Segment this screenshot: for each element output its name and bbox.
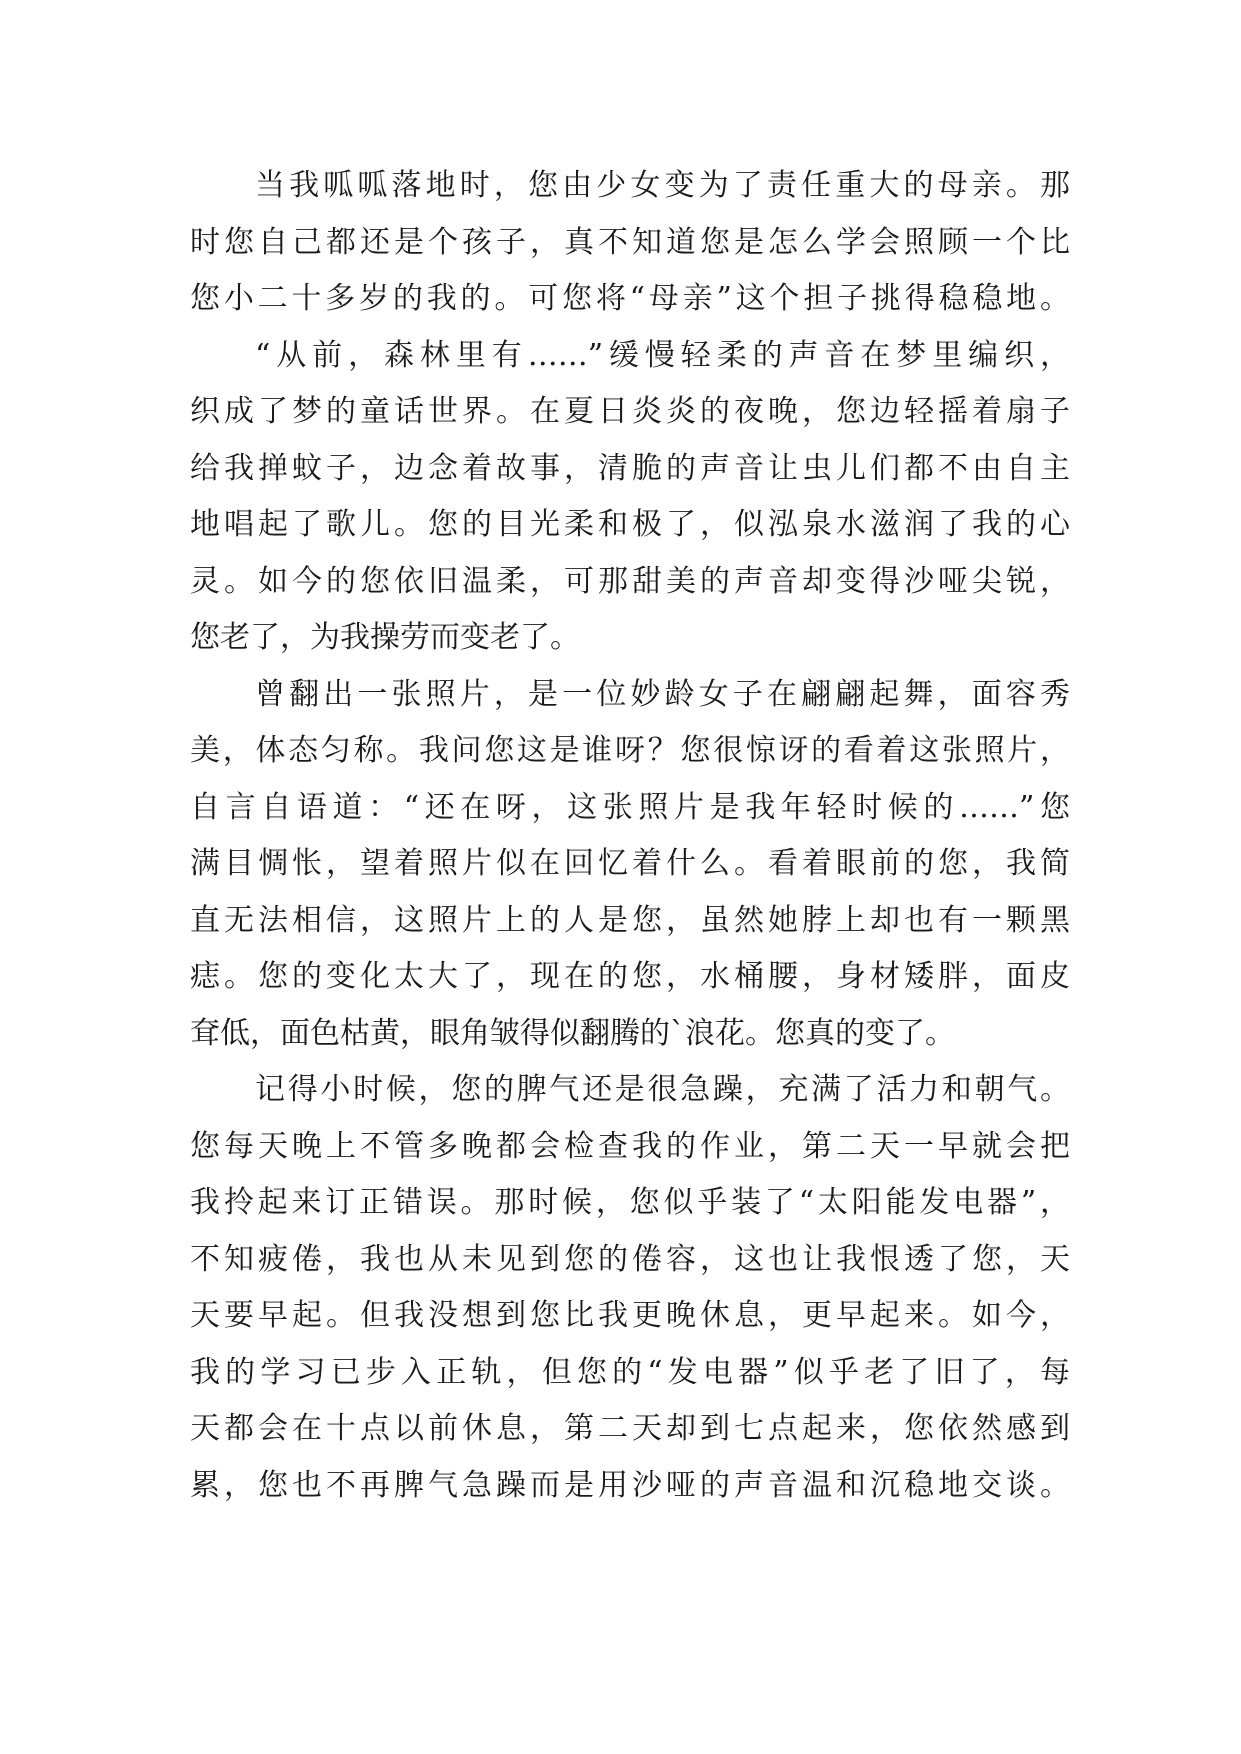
text-line: 天都会在十点以前休息，第二天却到七点起来，您依然感到: [190, 1411, 1070, 1446]
text-line: 直无法相信，这照片上的人是您，虽然她脖上却也有一颗黑: [190, 902, 1070, 938]
text-line: 我拎起来订正错误。那时候，您似乎装了“太阳能发电器”，: [190, 1185, 1070, 1220]
text-line: 曾翻出一张照片，是一位妙龄女子在翩翩起舞，面容秀: [255, 676, 1070, 712]
text-line: 时您自己都还是个孩子，真不知道您是怎么学会照顾一个比: [190, 224, 1070, 260]
text-line: 耷低，面色枯黄，眼角皱得似翻腾的`浪花。您真的变了。: [190, 1015, 955, 1051]
text-line: 您老了，为我操劳而变老了。: [190, 620, 580, 655]
text-line: 当我呱呱落地时，您由少女变为了责任重大的母亲。那: [255, 168, 1070, 203]
text-line: 痣。您的变化太大了，现在的您，水桶腰，身材矮胖，面皮: [190, 959, 1070, 994]
text-line: 地唱起了歌儿。您的目光柔和极了，似泓泉水滋润了我的心: [190, 507, 1070, 542]
text-line: 自言自语道：“还在呀，这张照片是我年轻时候的……”您: [190, 789, 1070, 825]
text-line: 满目惆怅，望着照片似在回忆着什么。看着眼前的您，我简: [190, 846, 1070, 881]
text-line: 不知疲倦，我也从未见到您的倦容，这也让我恨透了您，天: [190, 1241, 1070, 1277]
text-line: 记得小时候，您的脾气还是很急躁，充满了活力和朝气。: [255, 1072, 1070, 1107]
body-text: [190, 158, 1070, 1514]
text-line: “从前，森林里有……”缓慢轻柔的声音在梦里编织，: [255, 337, 1070, 373]
text-line: 给我掸蚊子，边念着故事，清脆的声音让虫儿们都不由自主: [190, 450, 1070, 486]
text-line: 我的学习已步入正轨，但您的“发电器”似乎老了旧了，每: [190, 1354, 1070, 1390]
text-line: 织成了梦的童话世界。在夏日炎炎的夜晚，您边轻摇着扇子: [190, 394, 1070, 429]
text-line: 美，体态匀称。我问您这是谁呀？您很惊讶的看着这张照片，: [190, 733, 1070, 768]
text-line: 累，您也不再脾气急躁而是用沙哑的声音温和沉稳地交谈。: [190, 1467, 1070, 1503]
text-line: 灵。如今的您依旧温柔，可那甜美的声音却变得沙哑尖锐，: [190, 563, 1070, 599]
text-line: 您小二十多岁的我的。可您将“母亲”这个担子挑得稳稳地。: [190, 281, 1070, 316]
text-line: 天要早起。但我没想到您比我更晚休息，更早起来。如今，: [190, 1298, 1070, 1333]
text-line: 您每天晚上不管多晚都会检查我的作业，第二天一早就会把: [190, 1128, 1070, 1164]
